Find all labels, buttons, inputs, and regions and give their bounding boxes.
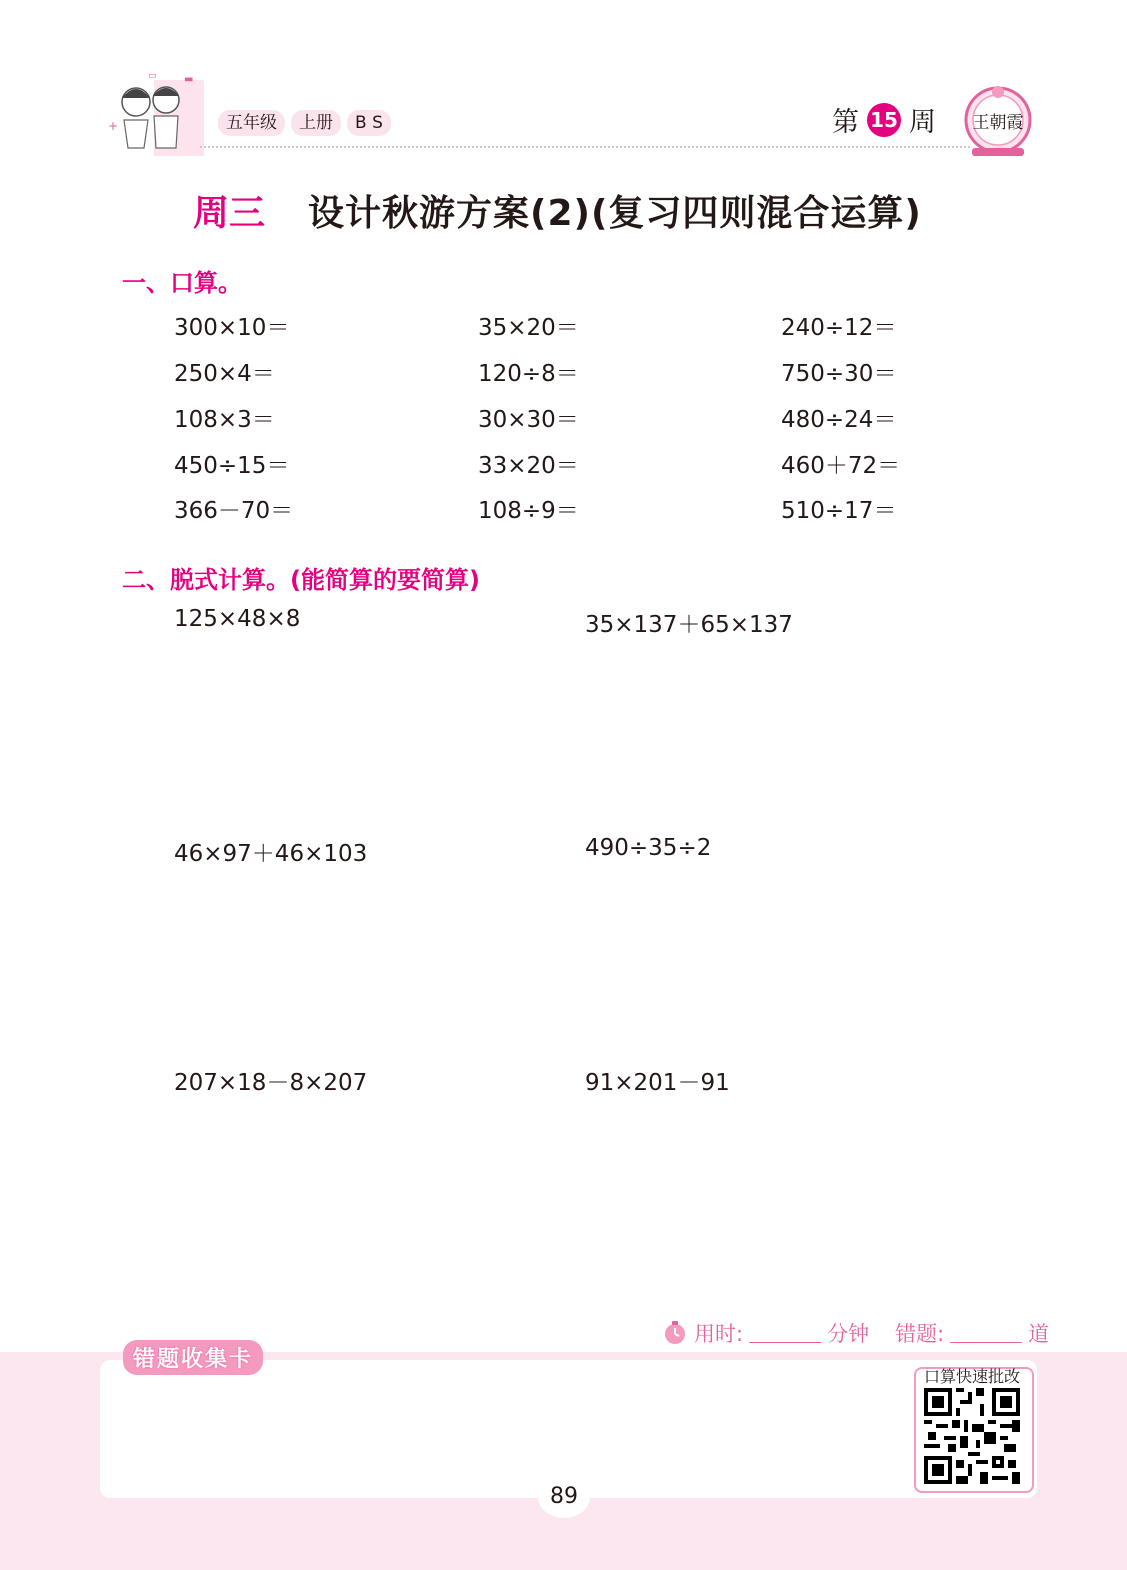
written-problem: 125×48×8	[174, 606, 301, 632]
week-indicator	[832, 100, 936, 139]
qr-code[interactable]	[924, 1388, 1020, 1484]
week-suffix: 周	[909, 107, 936, 138]
oral-item: 108÷9＝	[478, 498, 579, 524]
errors-label: 错题:	[895, 1322, 945, 1346]
errors-unit: 道	[1028, 1322, 1050, 1346]
oral-item: 30×30＝	[478, 407, 579, 433]
oral-item: 120÷8＝	[478, 361, 579, 387]
written-problem: 35×137＋65×137	[585, 612, 793, 638]
written-problem: 46×97＋46×103	[174, 841, 368, 867]
written-problem: 490÷35÷2	[585, 835, 712, 861]
oral-item: 300×10＝	[174, 315, 290, 341]
svg-text:+: +	[108, 119, 119, 133]
time-label: 用时:	[694, 1322, 744, 1346]
oral-item: 35×20＝	[478, 315, 579, 341]
time-error-record	[662, 1318, 1049, 1348]
header-divider	[200, 146, 970, 148]
svg-text:▭: ▭	[148, 71, 157, 81]
oral-item: 450÷15＝	[174, 453, 290, 479]
time-blank[interactable]	[749, 1324, 821, 1343]
page-number: 89	[538, 1476, 590, 1518]
logo-text: 王朝霞	[972, 113, 1024, 133]
oral-item: 108×3＝	[174, 407, 275, 433]
grade-tag: 五年级	[218, 110, 285, 136]
section-oral-heading: 一、口算。	[122, 269, 242, 297]
card-label: 错题收集卡	[123, 1340, 263, 1375]
oral-item: 460＋72＝	[781, 453, 901, 479]
written-problem: 91×201－91	[585, 1070, 730, 1096]
oral-item: 33×20＝	[478, 453, 579, 479]
oral-item: 366－70＝	[174, 498, 294, 524]
brand-logo	[962, 82, 1034, 160]
edition-tag: B S	[347, 110, 391, 136]
time-unit: 分钟	[827, 1322, 870, 1346]
kids-illustration	[104, 70, 204, 156]
stopwatch-icon	[662, 1320, 688, 1346]
section-written-heading: 二、脱式计算。(能简算的要简算)	[122, 566, 480, 594]
title-day: 周三	[193, 193, 266, 234]
week-prefix: 第	[832, 107, 859, 138]
oral-item: 240÷12＝	[781, 315, 897, 341]
page-title: 设计秋游方案(2)(复习四则混合运算)	[308, 193, 922, 234]
volume-tag: 上册	[291, 110, 341, 136]
errors-blank[interactable]	[950, 1324, 1022, 1343]
week-number-badge: 15	[867, 103, 901, 137]
oral-item: 480÷24＝	[781, 407, 897, 433]
oral-item: 250×4＝	[174, 361, 275, 387]
grade-tags	[218, 110, 391, 136]
oral-item: 750÷30＝	[781, 361, 897, 387]
written-problem: 207×18－8×207	[174, 1070, 368, 1096]
svg-text:▬: ▬	[184, 74, 194, 85]
qr-label: 口算快速批改	[924, 1367, 1021, 1386]
oral-item: 510÷17＝	[781, 498, 897, 524]
